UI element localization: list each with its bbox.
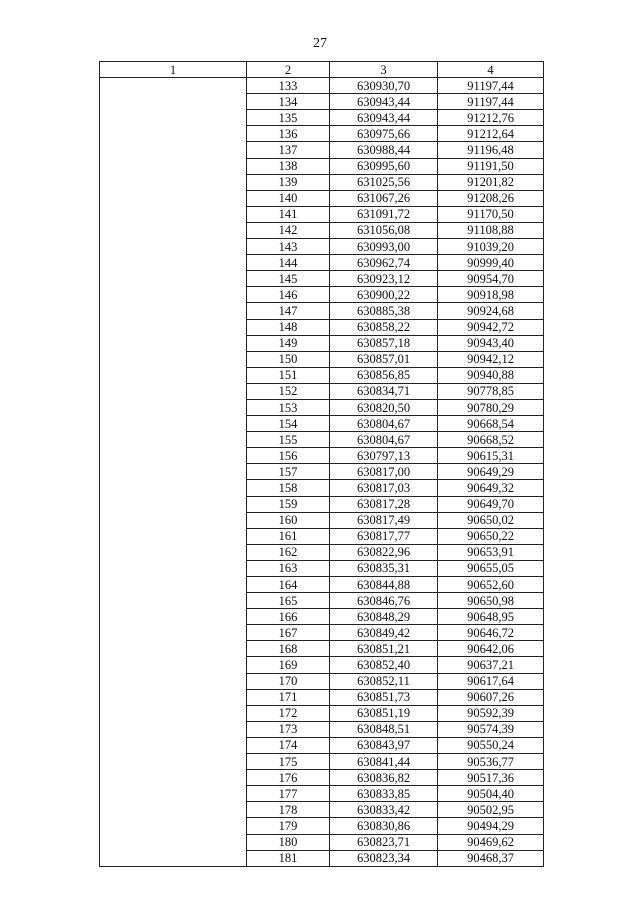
point-number-cell: 159: [247, 496, 330, 512]
x-coordinate-cell: 630833,42: [330, 802, 438, 818]
y-coordinate-cell: 91191,50: [438, 158, 544, 174]
point-number-cell: 146: [247, 287, 330, 303]
x-coordinate-cell: 630851,21: [330, 641, 438, 657]
column-1-cell: [100, 78, 247, 867]
y-coordinate-cell: 90668,54: [438, 416, 544, 432]
table-header-row: [100, 62, 544, 78]
point-number-cell: 141: [247, 206, 330, 222]
x-coordinate-cell: 630995,60: [330, 158, 438, 174]
x-coordinate-cell: 630849,42: [330, 625, 438, 641]
y-coordinate-cell: 90637,21: [438, 657, 544, 673]
point-number-cell: 167: [247, 625, 330, 641]
point-number-cell: 162: [247, 544, 330, 560]
y-coordinate-cell: 90999,40: [438, 255, 544, 271]
point-number-cell: 142: [247, 222, 330, 238]
point-number-cell: 140: [247, 190, 330, 206]
x-coordinate-cell: 630993,00: [330, 239, 438, 255]
y-coordinate-cell: 91170,50: [438, 206, 544, 222]
x-coordinate-cell: 630835,31: [330, 560, 438, 576]
point-number-cell: 160: [247, 512, 330, 528]
x-coordinate-cell: 630823,34: [330, 850, 438, 866]
point-number-cell: 135: [247, 110, 330, 126]
point-number-cell: 174: [247, 737, 330, 753]
y-coordinate-cell: 90648,95: [438, 609, 544, 625]
point-number-cell: 143: [247, 239, 330, 255]
x-coordinate-cell: 630857,01: [330, 351, 438, 367]
x-coordinate-cell: 631056,08: [330, 222, 438, 238]
point-number-cell: 137: [247, 142, 330, 158]
x-coordinate-cell: 630943,44: [330, 94, 438, 110]
x-coordinate-cell: 630817,49: [330, 512, 438, 528]
y-coordinate-cell: 90592,39: [438, 705, 544, 721]
y-coordinate-cell: 90918,98: [438, 287, 544, 303]
x-coordinate-cell: 630988,44: [330, 142, 438, 158]
point-number-cell: 169: [247, 657, 330, 673]
point-number-cell: 173: [247, 721, 330, 737]
x-coordinate-cell: 630848,51: [330, 721, 438, 737]
x-coordinate-cell: 630856,85: [330, 367, 438, 383]
y-coordinate-cell: 90504,40: [438, 786, 544, 802]
x-coordinate-cell: 630943,44: [330, 110, 438, 126]
x-coordinate-cell: 630843,97: [330, 737, 438, 753]
y-coordinate-cell: 90650,02: [438, 512, 544, 528]
x-coordinate-cell: 630848,29: [330, 609, 438, 625]
point-number-cell: 150: [247, 351, 330, 367]
y-coordinate-cell: 90650,98: [438, 593, 544, 609]
x-coordinate-cell: 631091,72: [330, 206, 438, 222]
point-number-cell: 172: [247, 705, 330, 721]
point-number-cell: 171: [247, 689, 330, 705]
x-coordinate-cell: 630817,28: [330, 496, 438, 512]
y-coordinate-cell: 90653,91: [438, 544, 544, 560]
x-coordinate-cell: 630804,67: [330, 432, 438, 448]
y-coordinate-cell: 90942,12: [438, 351, 544, 367]
y-coordinate-cell: 90778,85: [438, 383, 544, 399]
column-header: 4: [438, 62, 544, 78]
x-coordinate-cell: 630846,76: [330, 593, 438, 609]
x-coordinate-cell: 630830,86: [330, 818, 438, 834]
y-coordinate-cell: 90650,22: [438, 528, 544, 544]
point-number-cell: 136: [247, 126, 330, 142]
y-coordinate-cell: 91196,48: [438, 142, 544, 158]
y-coordinate-cell: 91208,26: [438, 190, 544, 206]
x-coordinate-cell: 630975,66: [330, 126, 438, 142]
point-number-cell: 149: [247, 335, 330, 351]
y-coordinate-cell: 90780,29: [438, 399, 544, 415]
column-header: 3: [330, 62, 438, 78]
x-coordinate-cell: 630817,77: [330, 528, 438, 544]
point-number-cell: 175: [247, 754, 330, 770]
point-number-cell: 179: [247, 818, 330, 834]
y-coordinate-cell: 90646,72: [438, 625, 544, 641]
point-number-cell: 145: [247, 271, 330, 287]
point-number-cell: 164: [247, 577, 330, 593]
point-number-cell: 134: [247, 94, 330, 110]
x-coordinate-cell: 630930,70: [330, 78, 438, 94]
y-coordinate-cell: 90517,36: [438, 770, 544, 786]
point-number-cell: 144: [247, 255, 330, 271]
y-coordinate-cell: 90469,62: [438, 834, 544, 850]
x-coordinate-cell: 630817,00: [330, 464, 438, 480]
x-coordinate-cell: 630851,73: [330, 689, 438, 705]
y-coordinate-cell: 91197,44: [438, 94, 544, 110]
x-coordinate-cell: 631067,26: [330, 190, 438, 206]
point-number-cell: 157: [247, 464, 330, 480]
y-coordinate-cell: 90468,37: [438, 850, 544, 866]
x-coordinate-cell: 630885,38: [330, 303, 438, 319]
column-header: 1: [100, 62, 247, 78]
x-coordinate-cell: 630820,50: [330, 399, 438, 415]
point-number-cell: 133: [247, 78, 330, 94]
y-coordinate-cell: 90943,40: [438, 335, 544, 351]
x-coordinate-cell: 630852,40: [330, 657, 438, 673]
y-coordinate-cell: 90615,31: [438, 448, 544, 464]
point-number-cell: 166: [247, 609, 330, 625]
x-coordinate-cell: 630858,22: [330, 319, 438, 335]
x-coordinate-cell: 631025,56: [330, 174, 438, 190]
point-number-cell: 155: [247, 432, 330, 448]
point-number-cell: 181: [247, 850, 330, 866]
point-number-cell: 168: [247, 641, 330, 657]
y-coordinate-cell: 90649,70: [438, 496, 544, 512]
x-coordinate-cell: 630834,71: [330, 383, 438, 399]
point-number-cell: 163: [247, 560, 330, 576]
x-coordinate-cell: 630852,11: [330, 673, 438, 689]
page-number: 27: [313, 36, 327, 51]
point-number-cell: 156: [247, 448, 330, 464]
y-coordinate-cell: 90652,60: [438, 577, 544, 593]
x-coordinate-cell: 630841,44: [330, 754, 438, 770]
point-number-cell: 177: [247, 786, 330, 802]
x-coordinate-cell: 630962,74: [330, 255, 438, 271]
y-coordinate-cell: 91108,88: [438, 222, 544, 238]
x-coordinate-cell: 630817,03: [330, 480, 438, 496]
y-coordinate-cell: 90607,26: [438, 689, 544, 705]
y-coordinate-cell: 90536,77: [438, 754, 544, 770]
y-coordinate-cell: 90942,72: [438, 319, 544, 335]
y-coordinate-cell: 90550,24: [438, 737, 544, 753]
x-coordinate-cell: 630804,67: [330, 416, 438, 432]
x-coordinate-cell: 630857,18: [330, 335, 438, 351]
point-number-cell: 170: [247, 673, 330, 689]
y-coordinate-cell: 90649,32: [438, 480, 544, 496]
point-number-cell: 178: [247, 802, 330, 818]
y-coordinate-cell: 91212,64: [438, 126, 544, 142]
point-number-cell: 176: [247, 770, 330, 786]
y-coordinate-cell: 90924,68: [438, 303, 544, 319]
y-coordinate-cell: 90954,70: [438, 271, 544, 287]
point-number-cell: 138: [247, 158, 330, 174]
y-coordinate-cell: 91197,44: [438, 78, 544, 94]
y-coordinate-cell: 90655,05: [438, 560, 544, 576]
table-body: [100, 78, 544, 867]
y-coordinate-cell: 91212,76: [438, 110, 544, 126]
point-number-cell: 165: [247, 593, 330, 609]
x-coordinate-cell: 630900,22: [330, 287, 438, 303]
x-coordinate-cell: 630851,19: [330, 705, 438, 721]
x-coordinate-cell: 630822,96: [330, 544, 438, 560]
coordinates-table: [99, 61, 544, 867]
y-coordinate-cell: 90649,29: [438, 464, 544, 480]
y-coordinate-cell: 90642,06: [438, 641, 544, 657]
y-coordinate-cell: 91039,20: [438, 239, 544, 255]
x-coordinate-cell: 630923,12: [330, 271, 438, 287]
point-number-cell: 152: [247, 383, 330, 399]
point-number-cell: 153: [247, 399, 330, 415]
point-number-cell: 180: [247, 834, 330, 850]
point-number-cell: 158: [247, 480, 330, 496]
x-coordinate-cell: 630823,71: [330, 834, 438, 850]
point-number-cell: 161: [247, 528, 330, 544]
point-number-cell: 151: [247, 367, 330, 383]
table-row: [100, 78, 544, 94]
y-coordinate-cell: 90574,39: [438, 721, 544, 737]
y-coordinate-cell: 90668,52: [438, 432, 544, 448]
point-number-cell: 147: [247, 303, 330, 319]
y-coordinate-cell: 90494,29: [438, 818, 544, 834]
point-number-cell: 139: [247, 174, 330, 190]
y-coordinate-cell: 91201,82: [438, 174, 544, 190]
x-coordinate-cell: 630844,88: [330, 577, 438, 593]
x-coordinate-cell: 630833,85: [330, 786, 438, 802]
point-number-cell: 154: [247, 416, 330, 432]
y-coordinate-cell: 90617,64: [438, 673, 544, 689]
column-header: 2: [247, 62, 330, 78]
point-number-cell: 148: [247, 319, 330, 335]
y-coordinate-cell: 90502,95: [438, 802, 544, 818]
x-coordinate-cell: 630836,82: [330, 770, 438, 786]
y-coordinate-cell: 90940,88: [438, 367, 544, 383]
x-coordinate-cell: 630797,13: [330, 448, 438, 464]
